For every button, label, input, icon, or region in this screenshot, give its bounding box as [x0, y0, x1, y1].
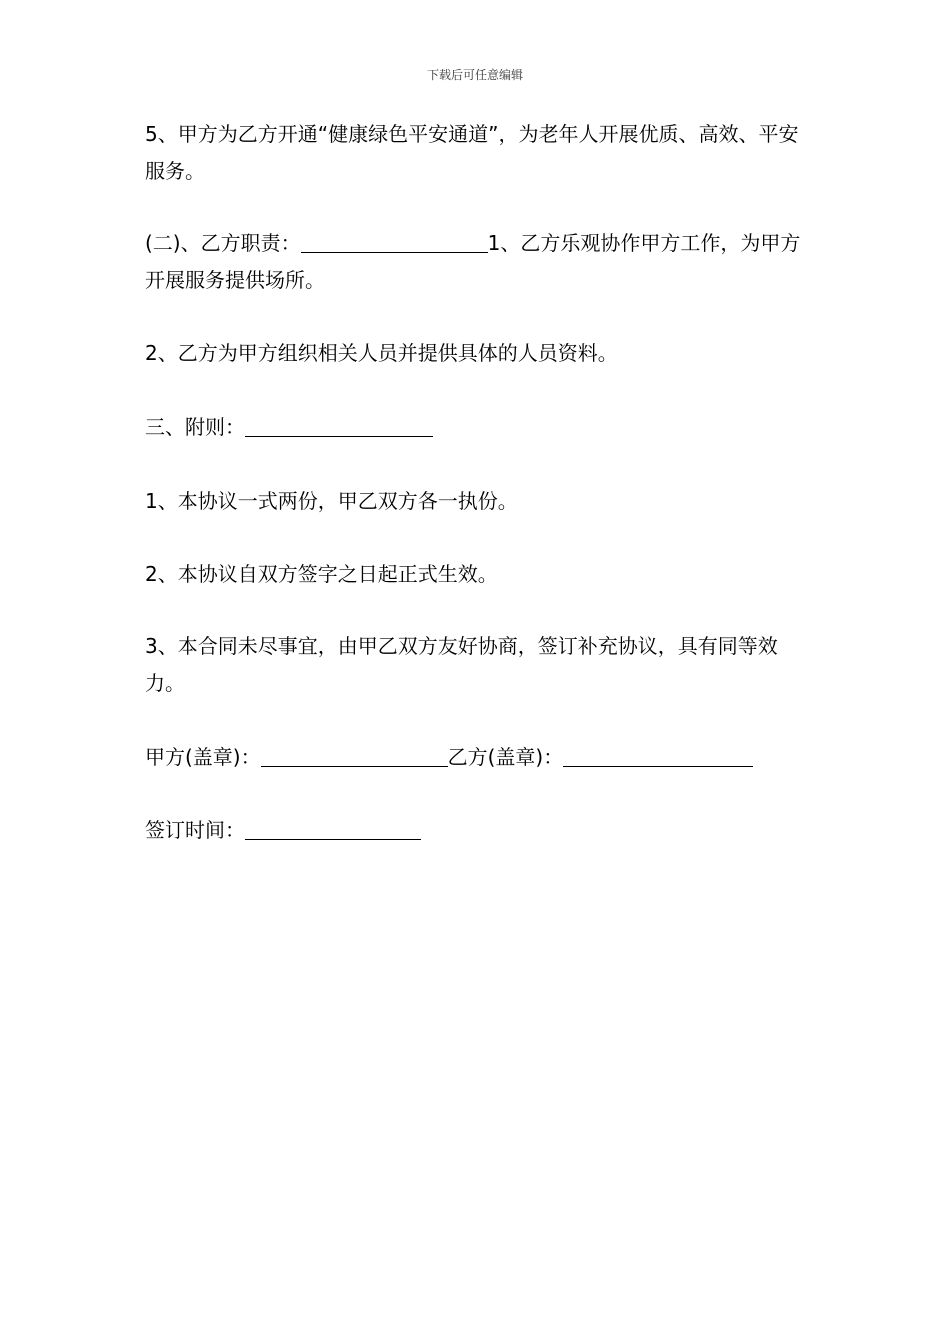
appendix-item-2: 2、本协议自双方签字之日起正式生效。 — [145, 562, 498, 586]
appendix-heading: 三、附则： — [145, 415, 245, 439]
clause-party-b-item-2: 2、乙方为甲方组织相关人员并提供具体的人员资料。 — [145, 341, 618, 365]
page-header: 下载后可任意编辑 — [426, 68, 523, 82]
appendix-heading-line — [145, 409, 810, 446]
party-a-seal-blank[interactable] — [261, 746, 448, 767]
signature-line — [145, 739, 810, 776]
signing-date-line — [145, 812, 810, 849]
clause-party-a-item-5: 5、甲方为乙方开通“健康绿色平安通道”，为老年人开展优质、高效、平安服务。 — [145, 122, 799, 183]
party-b-item-1: 1、乙方乐观协作甲方工作，为甲方开展服务提供场所。 — [145, 231, 801, 292]
signing-date-blank[interactable] — [245, 819, 421, 840]
appendix-item-1: 1、本协议一式两份，甲乙双方各一执份。 — [145, 489, 518, 513]
signing-date-label: 签订时间： — [145, 818, 245, 842]
appendix-item-3: 3、本合同未尽事宜，由甲乙双方友好协商，签订补充协议，具有同等效力。 — [145, 634, 778, 695]
party-a-seal-label: 甲方(盖章)： — [145, 745, 261, 769]
party-b-seal-blank[interactable] — [563, 746, 753, 767]
clause-party-b-block — [145, 225, 810, 299]
party-b-seal-label: 乙方(盖章)： — [447, 745, 564, 769]
party-b-heading: (二)、乙方职责： — [145, 231, 301, 255]
party-b-blank-line[interactable] — [301, 232, 488, 253]
appendix-blank-line[interactable] — [245, 416, 433, 437]
